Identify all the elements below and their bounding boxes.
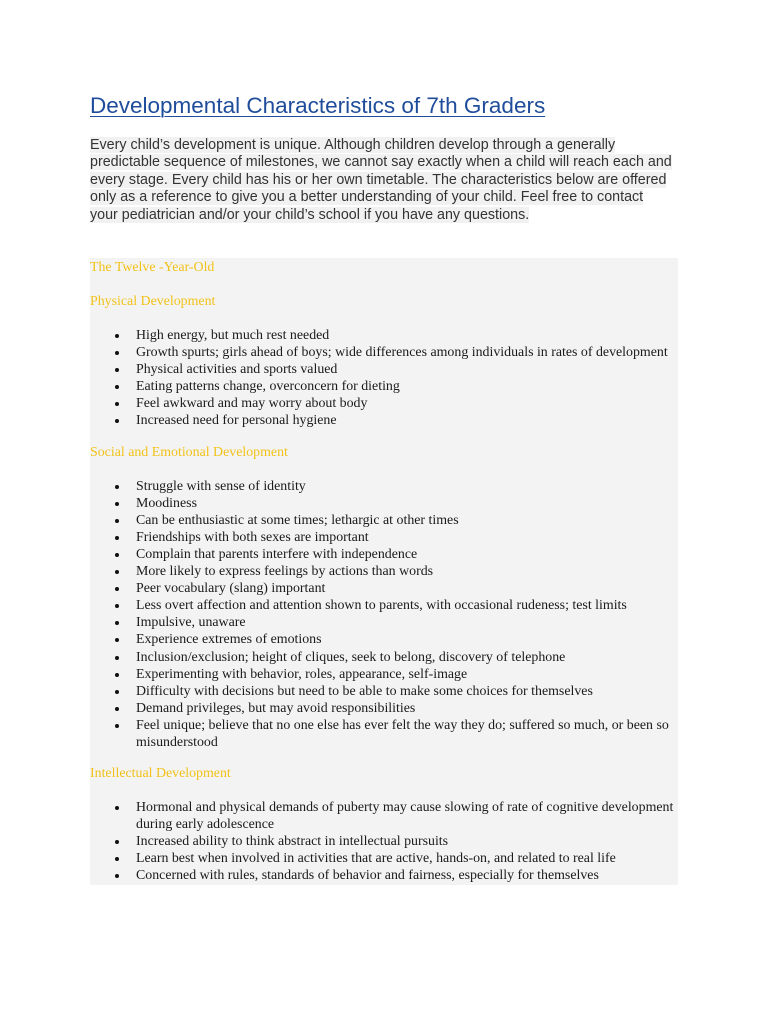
section-heading-social-emotional: Social and Emotional Development	[90, 444, 288, 460]
intro-line: only as a reference to give you a better understanding of your child. Feel free to contact	[90, 189, 644, 206]
list-item: Difficulty with decisions but need to be able to make some choices for themselves	[90, 683, 678, 700]
page-title: Developmental Characteristics of 7th Graders	[90, 93, 546, 118]
list-item: Hormonal and physical demands of puberty may cause slowing of rate of cognitive development during early adolescence	[90, 799, 678, 833]
age-heading: The Twelve -Year-Old	[90, 260, 215, 275]
list-item: Physical activities and sports valued	[90, 361, 678, 378]
list-item: Can be enthusiastic at some times; lethargic at other times	[90, 512, 678, 529]
intro-paragraph	[90, 137, 690, 224]
list-item: Demand privileges, but may avoid responsibilities	[90, 700, 678, 717]
social-emotional-list	[90, 464, 678, 752]
intellectual-list	[90, 785, 678, 884]
characteristics-block	[90, 258, 678, 885]
list-item: Moodiness	[90, 495, 678, 512]
list-item: Concerned with rules, standards of behavior and fairness, especially for themselves	[90, 867, 678, 884]
list-item: Feel unique; believe that no one else has ever felt the way they do; suffered so much, or been so misunderstood	[90, 717, 678, 751]
list-item: Peer vocabulary (slang) important	[90, 580, 678, 597]
section-heading-physical: Physical Development	[90, 294, 216, 309]
intro-line: predictable sequence of milestones, we cannot say exactly when a child will reach each and	[90, 154, 672, 171]
list-item: Eating patterns change, overconcern for dieting	[90, 378, 678, 395]
physical-list	[90, 313, 678, 430]
list-item: Less overt affection and attention shown to parents, with occasional rudeness; test limits	[90, 597, 678, 614]
list-item: More likely to express feelings by actions than words	[90, 563, 678, 580]
list-item: Complain that parents interfere with independence	[90, 546, 678, 563]
list-item: Growth spurts; girls ahead of boys; wide differences among individuals in rates of development	[90, 344, 678, 361]
list-item: Impulsive, unaware	[90, 614, 678, 631]
list-item: Increased ability to think abstract in intellectual pursuits	[90, 833, 678, 850]
list-item: Friendships with both sexes are important	[90, 529, 678, 546]
list-item: Learn best when involved in activities that are active, hands-on, and related to real life	[90, 850, 678, 867]
list-item: Struggle with sense of identity	[90, 478, 678, 495]
intro-line: Every child’s development is unique. Although children develop through a generally	[90, 137, 616, 153]
list-item: High energy, but much rest needed	[90, 327, 678, 344]
intro-line: every stage. Every child has his or her own timetable. The characteristics below are offered	[90, 171, 667, 188]
section-heading-intellectual: Intellectual Development	[90, 766, 231, 782]
list-item: Experience extremes of emotions	[90, 631, 678, 648]
list-item: Experimenting with behavior, roles, appearance, self-image	[90, 666, 678, 683]
list-item: Inclusion/exclusion; height of cliques, seek to belong, discovery of telephone	[90, 649, 678, 666]
intro-line: your pediatrician and/or your child’s school if you have any questions.	[90, 206, 530, 223]
list-item: Feel awkward and may worry about body	[90, 395, 678, 412]
list-item: Increased need for personal hygiene	[90, 412, 678, 429]
